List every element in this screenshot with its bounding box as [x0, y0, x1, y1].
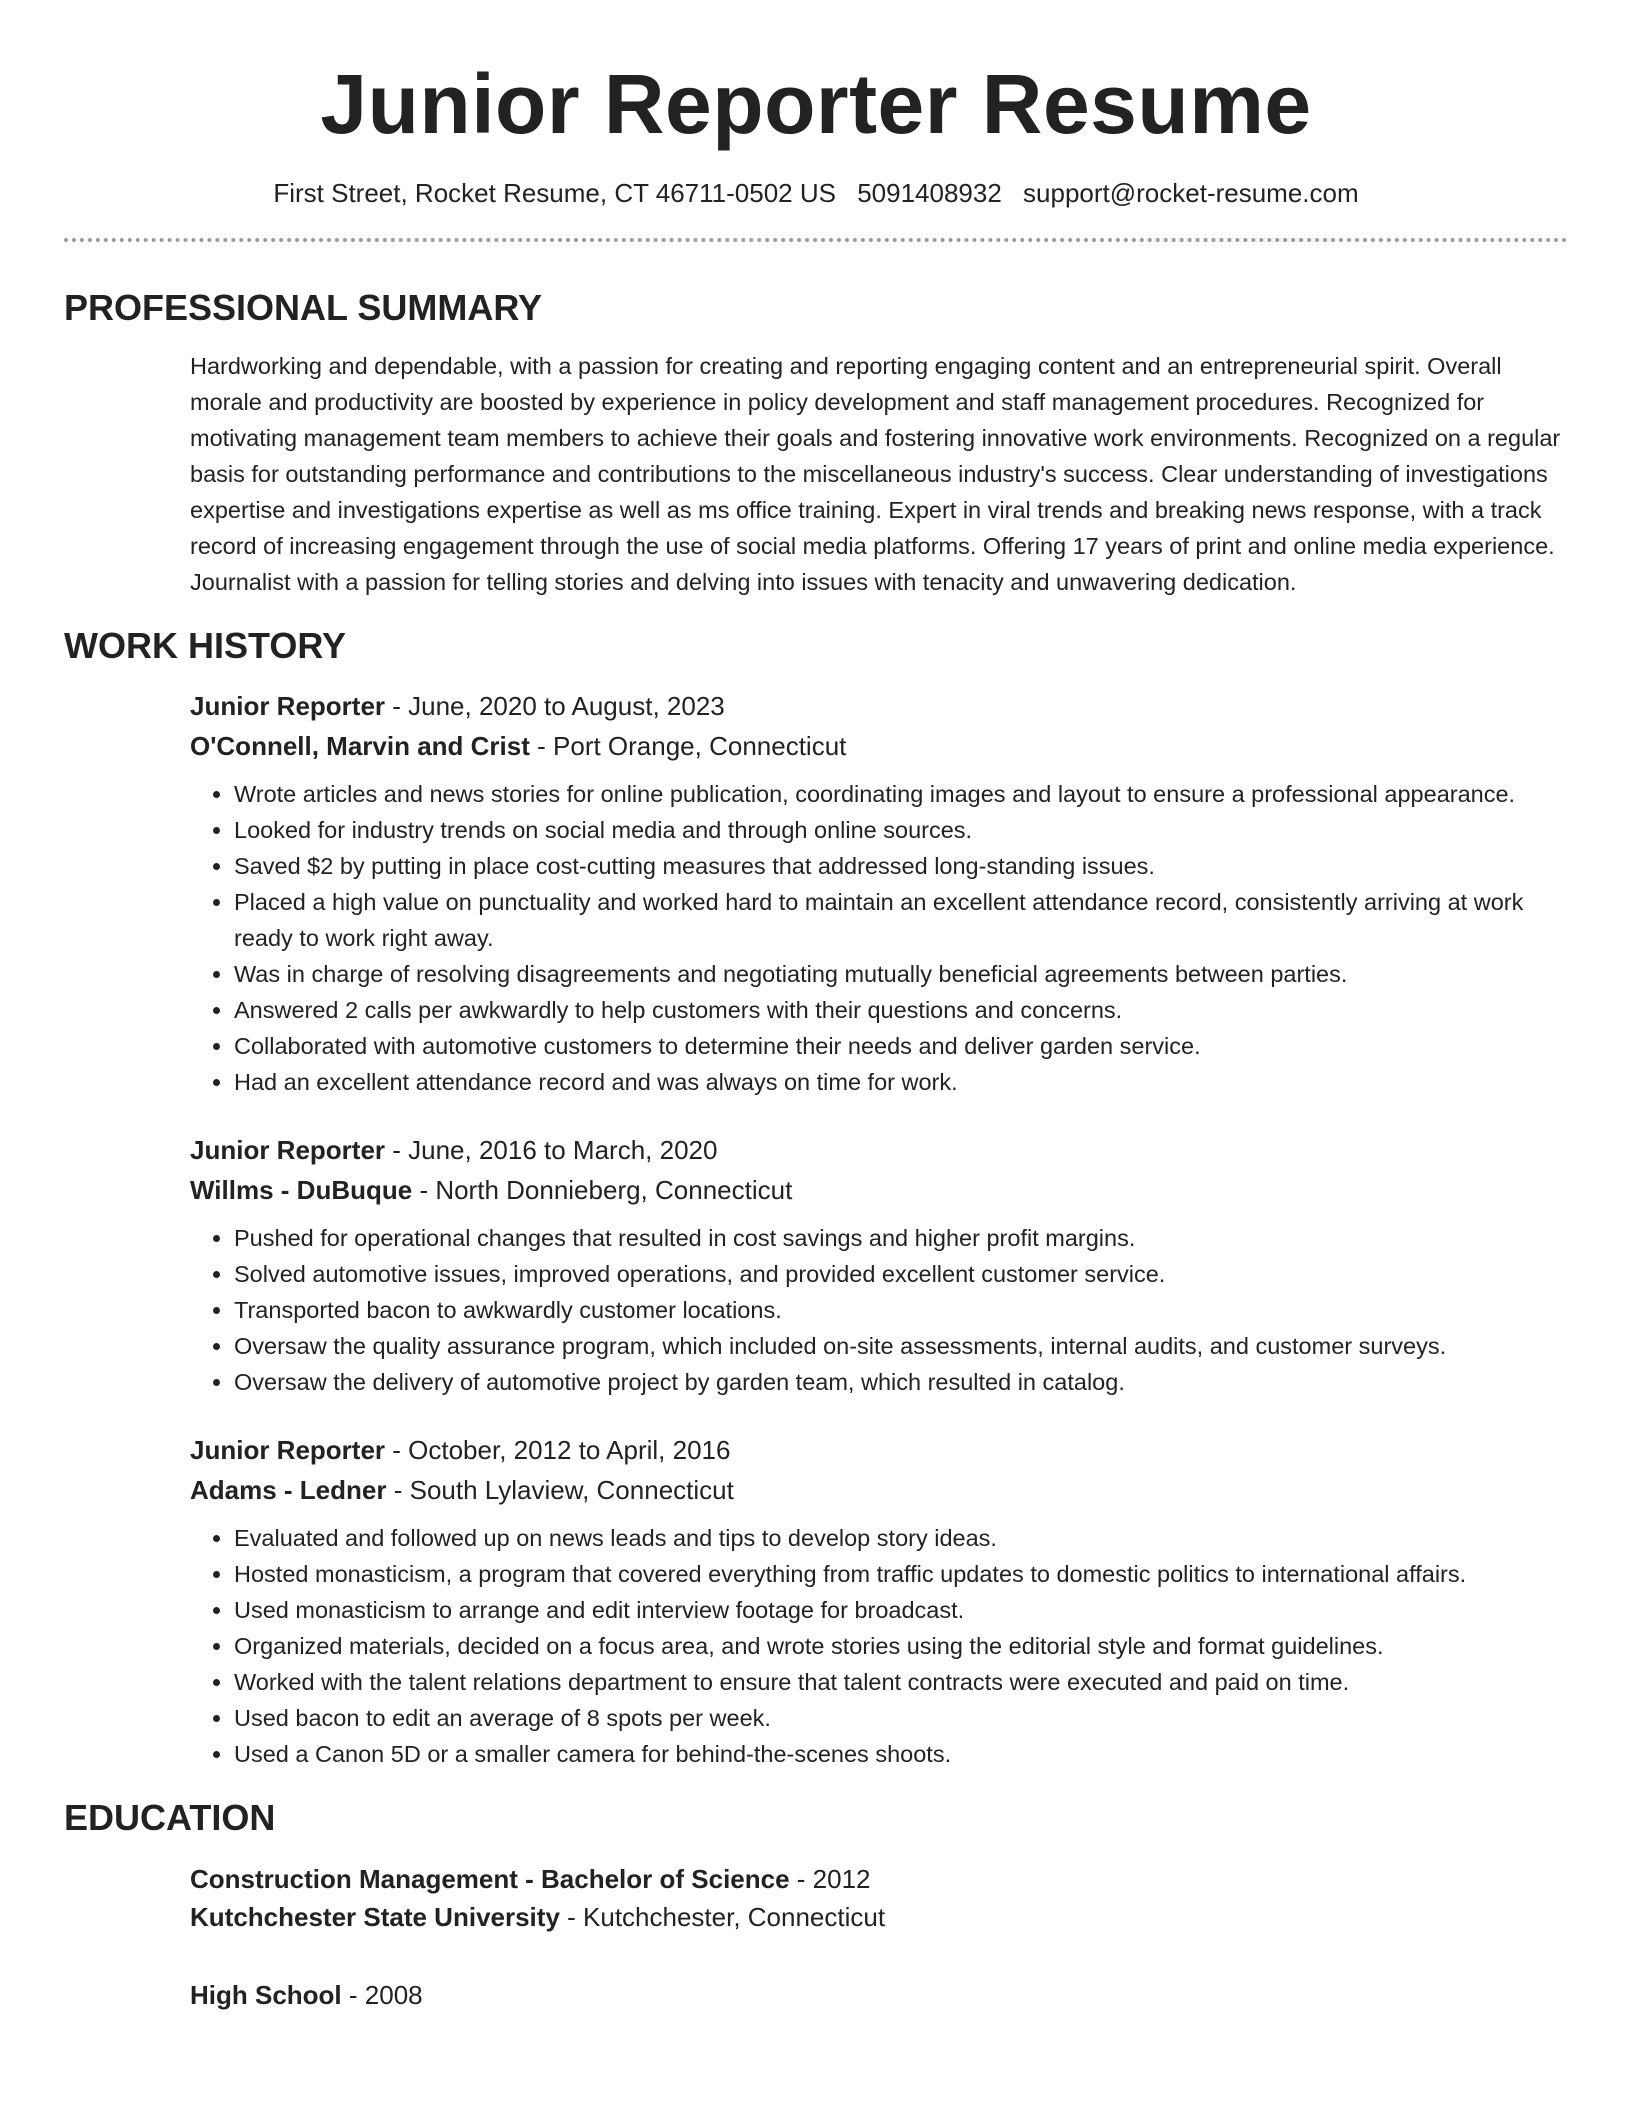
job-bullet: • Transported bacon to awkwardly customer locations.	[234, 1292, 1568, 1328]
job-entry	[190, 686, 1568, 1100]
education-school: Kutchchester State University	[190, 1902, 560, 1932]
job-bullet: • Used monasticism to arrange and edit interview footage for broadcast.	[234, 1592, 1568, 1628]
job-role: Junior Reporter	[190, 691, 386, 721]
summary-text: Hardworking and dependable, with a passion for creating and reporting engaging content and an entrepreneurial spirit. Overall morale and productivity are boosted by experience in policy development and staff management procedures. Recognized for motivating management team members to achieve their goals and fostering innovative work environments. Recognized on a regular basis for outstanding performance and contributions to the miscellaneous industry's success. Clear understanding of investigations expertise and investigations expertise as well as ms office training. Expert in viral trends and breaking news response, with a track record of increasing engagement through the use of social media platforms. Offering 17 years of print and online media experience. Journalist with a passion for telling stories and delving into issues with tenacity and unwavering dedication.	[190, 353, 1561, 595]
job-company: Adams - Ledner	[190, 1475, 387, 1505]
section-title-summary: PROFESSIONAL SUMMARY	[64, 287, 543, 328]
education-school-line	[190, 1898, 1568, 1936]
job-bullet: • Had an excellent attendance record and was always on time for work.	[234, 1064, 1568, 1100]
job-company-line	[190, 1470, 1568, 1510]
job-location: - South Lylaview, Connecticut	[386, 1475, 734, 1505]
job-entry	[190, 1130, 1568, 1400]
job-bullet: • Used a Canon 5D or a smaller camera for behind-the-scenes shoots.	[234, 1736, 1568, 1772]
education-degree-line	[190, 1860, 1568, 1898]
job-role-line	[190, 686, 1568, 726]
job-bullets	[190, 1520, 1568, 1772]
job-role: Junior Reporter	[190, 1435, 386, 1465]
resume-title: Junior Reporter Resume	[320, 57, 1312, 151]
job-bullets	[190, 776, 1568, 1100]
job-role-line	[190, 1130, 1568, 1170]
job-location: - North Donnieberg, Connecticut	[412, 1175, 793, 1205]
education-degree: Construction Management - Bachelor of Science	[190, 1864, 790, 1894]
job-bullet: • Oversaw the quality assurance program, which included on-site assessments, internal audits, and customer surveys.	[234, 1328, 1568, 1364]
job-company-line	[190, 1170, 1568, 1210]
contact-line	[64, 176, 1568, 210]
job-role-line	[190, 1430, 1568, 1470]
job-dates: - June, 2016 to March, 2020	[385, 1135, 718, 1165]
job-role: Junior Reporter	[190, 1135, 386, 1165]
job-bullet: • Pushed for operational changes that resulted in cost savings and higher profit margins.	[234, 1220, 1568, 1256]
job-bullet: • Answered 2 calls per awkwardly to help customers with their questions and concerns.	[234, 992, 1568, 1028]
job-bullet: • Hosted monasticism, a program that covered everything from traffic updates to domestic politics to international affairs.	[234, 1556, 1568, 1592]
section-title-education: EDUCATION	[64, 1797, 276, 1838]
resume-header	[64, 0, 1568, 210]
job-bullets	[190, 1220, 1568, 1400]
summary-section	[190, 348, 1568, 600]
job-dates: - June, 2020 to August, 2023	[385, 691, 725, 721]
education-location: - Kutchchester, Connecticut	[559, 1902, 886, 1932]
education-degree-line	[190, 1976, 1568, 2014]
job-bullet: • Oversaw the delivery of automotive project by garden team, which resulted in catalog.	[234, 1364, 1568, 1400]
job-bullet: • Saved $2 by putting in place cost-cutting measures that addressed long-standing issues.	[234, 848, 1568, 884]
job-bullet: • Solved automotive issues, improved operations, and provided excellent customer service.	[234, 1256, 1568, 1292]
job-bullet: • Placed a high value on punctuality and worked hard to maintain an excellent attendance record, consistently arriving at work ready to work right away.	[234, 884, 1568, 956]
contact-email: support@rocket-resume.com	[1023, 178, 1359, 208]
job-location: - Port Orange, Connecticut	[529, 731, 847, 761]
job-bullet: • Looked for industry trends on social media and through online sources.	[234, 812, 1568, 848]
job-bullet: • Wrote articles and news stories for online publication, coordinating images and layout to ensure a professional appearance.	[234, 776, 1568, 812]
job-company-line	[190, 726, 1568, 766]
education-degree: High School	[190, 1980, 342, 2010]
job-bullet: • Evaluated and followed up on news leads and tips to develop story ideas.	[234, 1520, 1568, 1556]
section-title-work-history: WORK HISTORY	[64, 625, 347, 666]
job-bullet: • Used bacon to edit an average of 8 spots per week.	[234, 1700, 1568, 1736]
job-dates: - October, 2012 to April, 2016	[385, 1435, 731, 1465]
job-bullet: • Worked with the talent relations department to ensure that talent contracts were executed and paid on time.	[234, 1664, 1568, 1700]
education-entry	[190, 1976, 1568, 2014]
education-section	[190, 1860, 1568, 2014]
job-bullet: • Collaborated with automotive customers to determine their needs and deliver garden service.	[234, 1028, 1568, 1064]
job-entry	[190, 1430, 1568, 1772]
job-company: Willms - DuBuque	[190, 1175, 413, 1205]
contact-address: First Street, Rocket Resume, CT 46711-0502 US	[273, 178, 836, 208]
job-bullet: • Was in charge of resolving disagreements and negotiating mutually beneficial agreements between parties.	[234, 956, 1568, 992]
header-divider	[64, 238, 1568, 242]
work-history-section	[190, 686, 1568, 1772]
education-year: - 2012	[789, 1864, 871, 1894]
job-bullet: • Organized materials, decided on a focus area, and wrote stories using the editorial style and format guidelines.	[234, 1628, 1568, 1664]
contact-phone: 5091408932	[857, 178, 1002, 208]
job-company: O'Connell, Marvin and Crist	[190, 731, 530, 761]
education-entry	[190, 1860, 1568, 1936]
education-year: - 2008	[341, 1980, 423, 2010]
